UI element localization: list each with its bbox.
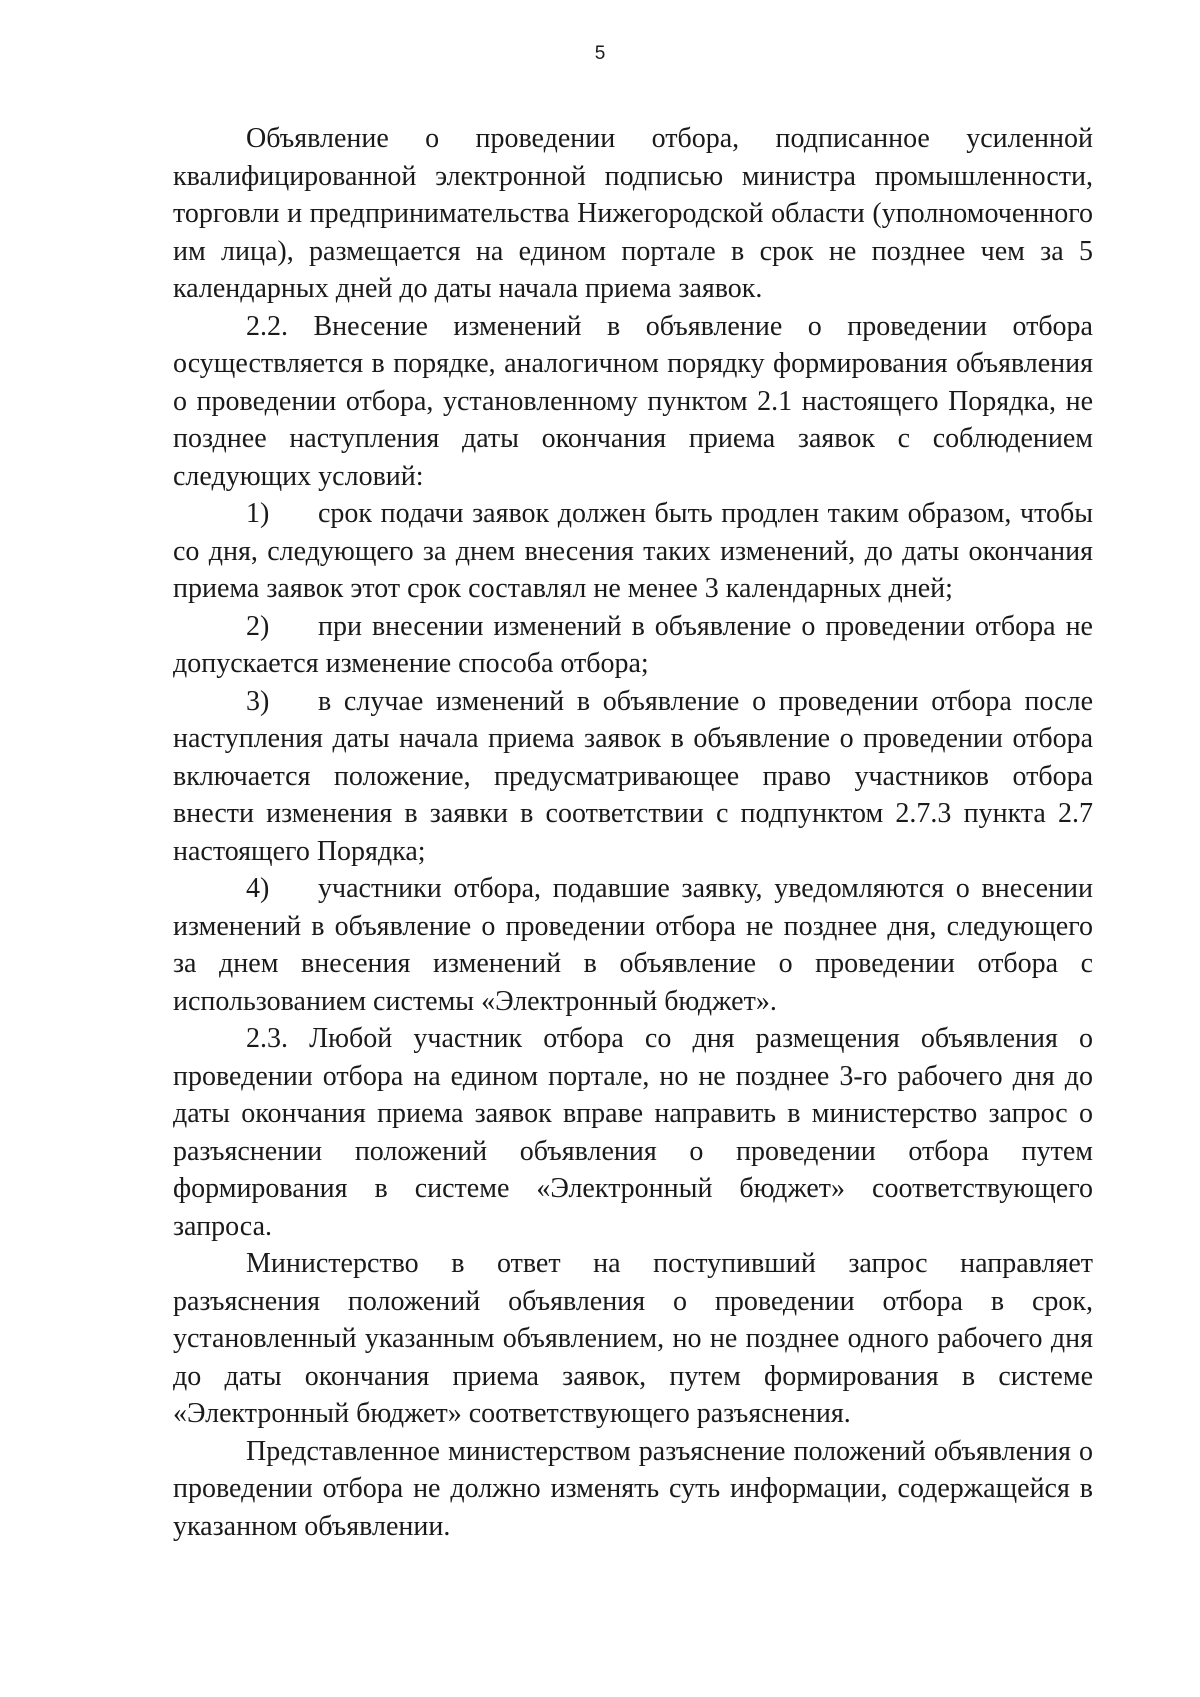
list-item-number: 4)	[246, 873, 270, 904]
list-item-2	[173, 608, 1093, 683]
list-item-4	[173, 870, 1093, 1020]
paragraph-clarification-limits: Представленное министерством разъяснение положений объявления о проведении отбора не должно изменять суть информации, содержащейся в указанном объявлении.	[173, 1435, 1093, 1542]
paragraph-2-3-clarification-request: 2.3. Любой участник отбора со дня размещения объявления о проведении отбора на едином портале, но не позднее 3-го рабочего дня до даты окончания приема заявок вправе направить в министерство запрос о разъяснении положений объявления о проведении отбора путем формирования в системе «Электронный бюджет» соответствующего запроса.	[173, 1023, 1093, 1242]
list-item-1	[173, 495, 1093, 608]
list-item-number: 1)	[246, 498, 270, 529]
document-body	[173, 120, 1093, 1545]
list-item-number: 2)	[246, 610, 270, 642]
list-item-3	[173, 683, 1093, 871]
list-item-text: при внесении изменений в объявление о проведении отбора не допускается изменение способа отбора;	[173, 610, 1093, 679]
list-item-text: участники отбора, подавшие заявку, уведомляются о внесении изменений в объявление о проведении отбора не позднее дня, следующего за днем внесения изменений в объявление о проведении отбора с использованием системы «Электронный бюджет».	[173, 873, 1093, 1017]
page-number: 5	[594, 43, 606, 64]
list-item-number: 3)	[246, 685, 270, 717]
list-item-text: срок подачи заявок должен быть продлен таким образом, чтобы со дня, следующего за днем внесения таких изменений, до даты окончания приема заявок этот срок составлял не менее 3 календарных дней;	[173, 498, 1093, 604]
list-item-text: в случае изменений в объявление о проведении отбора после наступления даты начала приема заявок в объявление о проведении отбора включается положение, предусматривающее право участников отбора внести изменения в заявки в соответствии с подпунктом 2.7.3 пункта 2.7 настоящего Порядка;	[173, 685, 1093, 867]
paragraph-ministry-response: Министерство в ответ на поступивший запрос направляет разъяснения положений объявления о проведении отбора в срок, установленный указанным объявлением, но не позднее одного рабочего дня до даты окончания приема заявок, путем формирования в системе «Электронный бюджет» соответствующего разъяснения.	[173, 1248, 1093, 1429]
paragraph-announcement-publication: Объявление о проведении отбора, подписанное усиленной квалифицированной электронной подписью министра промышленности, торговли и предпринимательства Нижегородской области (уполномоченного им лица), размещается на едином портале в срок не позднее чем за 5 календарных дней до даты начала приема заявок.	[173, 123, 1093, 304]
paragraph-2-2-amendments: 2.2. Внесение изменений в объявление о проведении отбора осуществляется в порядке, аналогичном порядку формирования объявления о проведении отбора, установленному пунктом 2.1 настоящего Порядка, не позднее наступления даты окончания приема заявок с соблюдением следующих условий:	[173, 310, 1093, 492]
